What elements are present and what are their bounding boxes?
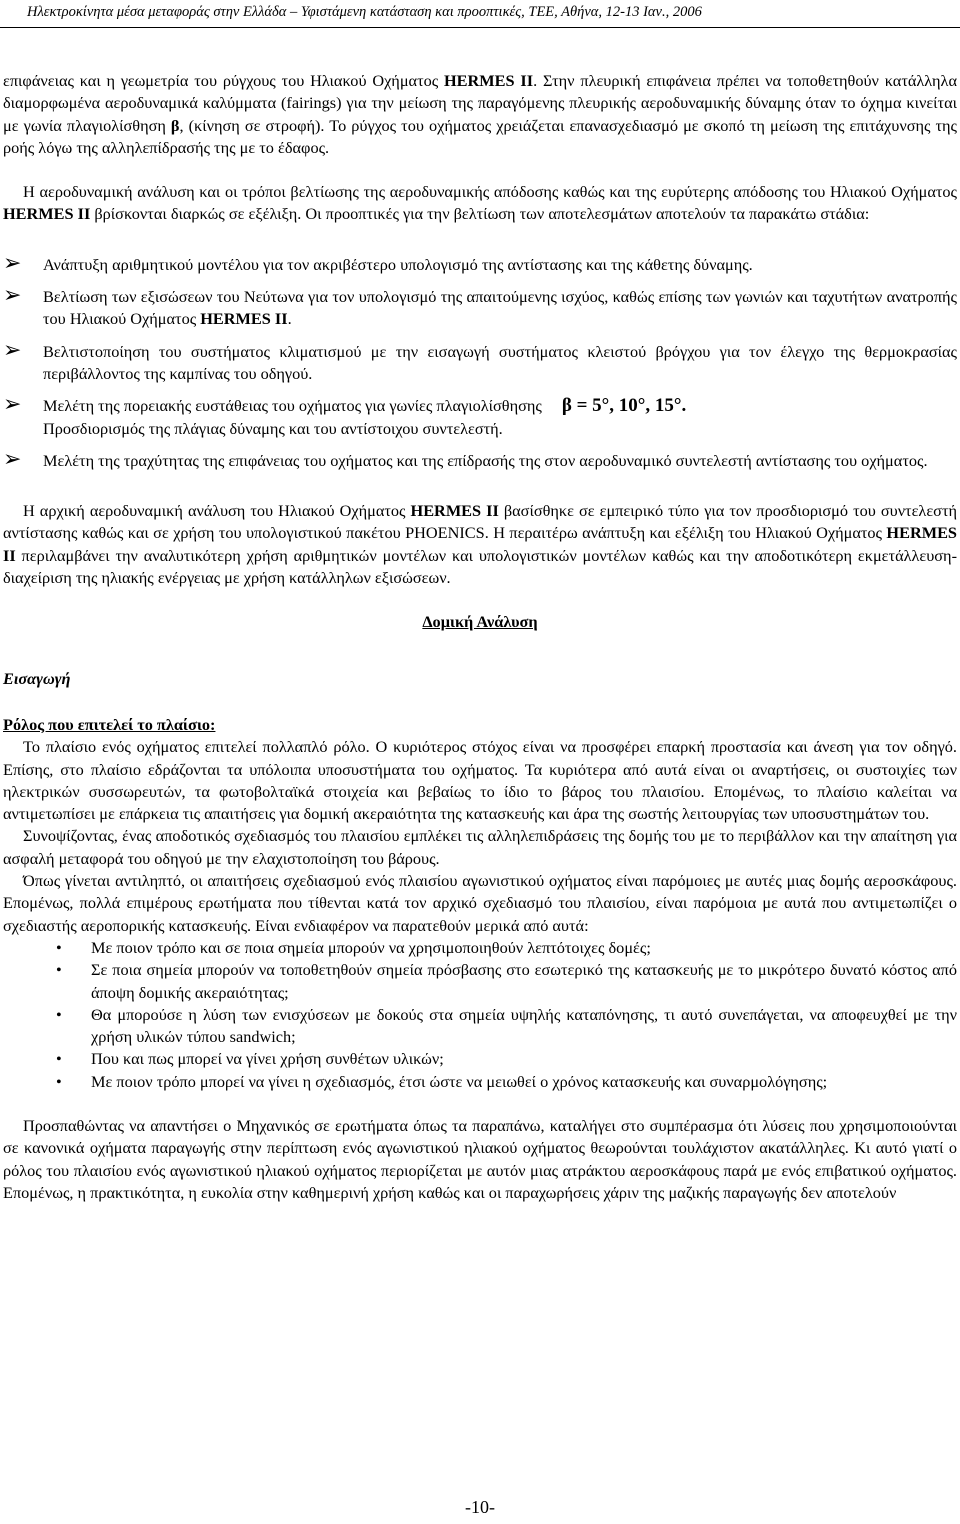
list-item: ➢ Βελτιστοποίηση του συστήματος κλιματισμού με την εισαγωγή συστήματος κλειστού βρόγχου για τον έλεγχο της θερμοκρασίας περιβάλλοντος της καμπίνας του οδηγού. [3, 337, 957, 383]
paragraph-requirements: Όπως γίνεται αντιληπτό, οι απαιτήσεις σχεδιασμού ενός πλαισίου αγωνιστικού οχήματος είναι παρόμοιες με αυτές μιας δομής αεροσκάφους. Επομένως, πολλά επιμέρους ερωτήματα που τίθενται κατά τον αρχικό σχεδιασμό του πλαισίου, είναι παρόμοια με αυτά που αντιμετωπίζει ο σχεδιαστής αεροπορικής κατασκευής. Είναι ενδιαφέρον να παρατεθούν μερικά από αυτά: [3, 871, 957, 935]
list-item: ➢ Βελτίωση των εξισώσεων του Νεύτωνα για τον υπολογισμό της απαιτούμενης ισχύος, καθώς επίσης των γωνιών και ταχυτήτων ανατροπής του Ηλιακού Οχήματος HERMES II. [3, 283, 957, 329]
list-item: • Με ποιον τρόπο και σε ποια σημεία μπορούν να χρησιμοποιηθούν λεπτότοιχες δομές; [3, 937, 957, 959]
questions-list [3, 937, 957, 1093]
page-content [3, 70, 957, 1204]
paragraph-summary: Συνοψίζοντας, ένας αποδοτικός σχεδιασμός του πλαισίου εμπλέκει τις αλληλεπιδράσεις της δομής του με το περιβάλλον και την απαίτηση για ασφαλή μεταφορά του οδηγού με την ελαχιστοποίηση του βάρους. [3, 826, 957, 868]
intro-heading: Εισαγωγή [3, 668, 71, 688]
bullet-icon: • [56, 1049, 62, 1069]
arrow-bullet-icon: ➢ [3, 392, 22, 418]
paragraph-initial-analysis: Η αρχική αεροδυναμική ανάλυση του Ηλιακού Οχήματος HERMES II βασίσθηκε σε εμπειρικό τύπο για τον προσδιορισμό του συντελεστή αντίστασης καθώς και σε χρήση του υπολογιστικού πακέτου PHOENICS. Η περαιτέρω ανάπτυξη και εξέλιξη του Ηλιακού Οχήματος HERMES II περιλαμβάνει την αναλυτικότερη χρήση αριθμητικών μοντέλων και υπολογιστικών μοντέλων καθώς και την αποδοτικότερη εκμετάλλευση-διαχείριση της ηλιακής ενέργειας με χρήση κατάλληλων εξισώσεων. [3, 501, 957, 588]
beta-equation: β = 5°, 10°, 15°. [561, 395, 687, 417]
arrow-bullet-icon: ➢ [3, 250, 22, 276]
list-item: • Θα μπορούσε η λύση των ενισχύσεων με δοκούς στα σημεία υψηλής καταπόνησης, τι αυτό συνεπάγεται, να αποφευχθεί με την χρήση υλικών τύπου sandwich; [56, 1004, 957, 1047]
bullet-icon: • [56, 937, 62, 957]
paragraph-frame-role: Το πλαίσιο ενός οχήματος επιτελεί πολλαπλό ρόλο. Ο κυριότερος στόχος είναι να προσφέρει επαρκή προστασία και άνεση για τον οδηγό. Επίσης, στο πλαίσιο εδράζονται τα υπόλοιπα υποσυστήματα του οχήματος. Τα κυριότερα από αυτά είναι οι αναρτήσεις, οι συστοιχίες των ηλεκτρικών συσσωρευτών, τα φωτοβολταϊκά στοιχεία και βεβαίως το ίδιο το βάρος του πλαισίου. Επομένως, το πλαίσιο καλείται να αντιμετωπίσει με επάρκεια τις απαιτήσεις για δομική ακεραιότητα της κατασκευής και άρα της σωστής λειτουργίας των υποσυστημάτων του. [3, 737, 957, 824]
list-item: ➢ Μελέτη της πορειακής ευστάθειας του οχήματος για γωνίες πλαγιολίσθησης β = 5°, 10°, 15°. Προσδιορισμός της πλάγιας δύναμης και του αντίστοιχου συντελεστή. [3, 392, 687, 438]
list-item: ➢ Μελέτη της τραχύτητας της επιφάνειας του οχήματος και της επίδρασής της στον αεροδυναμικό συντελεστή αντίστασης του οχήματος. [3, 446, 928, 472]
list-item: • Σε ποια σημεία μπορούν να τοποθετηθούν σημεία πρόσβασης στο εσωτερικό της κατασκευής με το μικρότερο δυνατό κόστος από άποψη δομικής ακεραιότητας; [56, 960, 957, 1002]
bullet-icon: • [56, 1004, 62, 1024]
arrow-bullet-icon: ➢ [3, 446, 22, 472]
list-item: • Που και πως μπορεί να γίνει χρήση συνθέτων υλικών; [3, 1048, 957, 1070]
stages-list [3, 250, 957, 472]
arrow-bullet-icon: ➢ [3, 283, 22, 309]
paragraph-fairings: επιφάνειας και η γεωμετρία του ρύγχους του Ηλιακού Οχήματος HERMES II. Στην πλευρική επιφάνεια πρέπει να τοποθετηθούν κατάλληλα διαμορφωμένα αεροδυναμικά καλύμματα (fairings) για την μείωση της παραγόμενης πλευρικής αεροδυναμικής δύναμης όταν το όχημα κινείται με γωνία πλαγιολίσθηση β, (κίνηση σε στροφή). Το ρύγχος του οχήματος χρειάζεται επανασχεδιασμό με σκοπό τη μείωση της επιτάχυνσης της ροής λόγω της αλληλεπίδρασής της με το έδαφος. [3, 71, 957, 157]
list-item: ➢ Ανάπτυξη αριθμητικού μοντέλου για τον ακριβέστερο υπολογισμό της αντίστασης και της κάθετης δύναμης. [3, 250, 753, 276]
role-heading: Ρόλος που επιτελεί το πλαίσιο: [3, 714, 216, 734]
paragraph-conclusion: Προσπαθώντας να απαντήσει ο Μηχανικός σε ερωτήματα όπως τα παραπάνω, καταλήγει στο συμπέρασμα ότι λύσεις που χρησιμοποιούνται σε κανονικά οχήματα παραγωγής στην περίπτωση ενός αγωνιστικού ηλιακού οχήματος θεωρούνται τουλάχιστον ακατάλληλες. Κι αυτό γιατί ο ρόλος του πλαισίου ενός αγωνιστικού ηλιακού οχήματος περιορίζεται με αυτόν μιας ατράκτου αεροσκάφους παρά με ενός επιβατικού οχήματος. Επομένως, η πρακτικότητα, η ευκολία στην καθημερινή χρήση καθώς και οι παραχωρήσεις χάριν της μαζικής παραγωγής δεν αποτελούν [3, 1115, 957, 1202]
paragraph-aero-analysis: Η αεροδυναμική ανάλυση και οι τρόποι βελτίωσης της αεροδυναμικής απόδοσης καθώς και της ευρύτερης απόδοσης του Ηλιακού Οχήματος HERMES II βρίσκονται διαρκώς σε εξέλιξη. Οι προοπτικές για την βελτίωση των αποτελεσμάτων αποτελούν τα παρακάτω στάδια: [3, 182, 957, 224]
bullet-icon: • [56, 1071, 62, 1091]
list-item: • Με ποιον τρόπο μπορεί να γίνει η σχεδιασμός, έτσι ώστε να μειωθεί ο χρόνος κατασκευής και συναρμολόγησης; [3, 1071, 957, 1093]
bullet-icon: • [56, 960, 62, 980]
header-rule [0, 27, 960, 28]
running-header: Ηλεκτροκίνητα μέσα μεταφοράς στην Ελλάδα – Υφιστάμενη κατάσταση και προοπτικές, ΤΕΕ, Αθήνα, 12-13 Ιαν., 2006 [27, 4, 702, 20]
section-title: Δομική Ανάλυση [422, 612, 538, 632]
page-number: -10- [465, 1497, 495, 1517]
arrow-bullet-icon: ➢ [3, 337, 22, 363]
